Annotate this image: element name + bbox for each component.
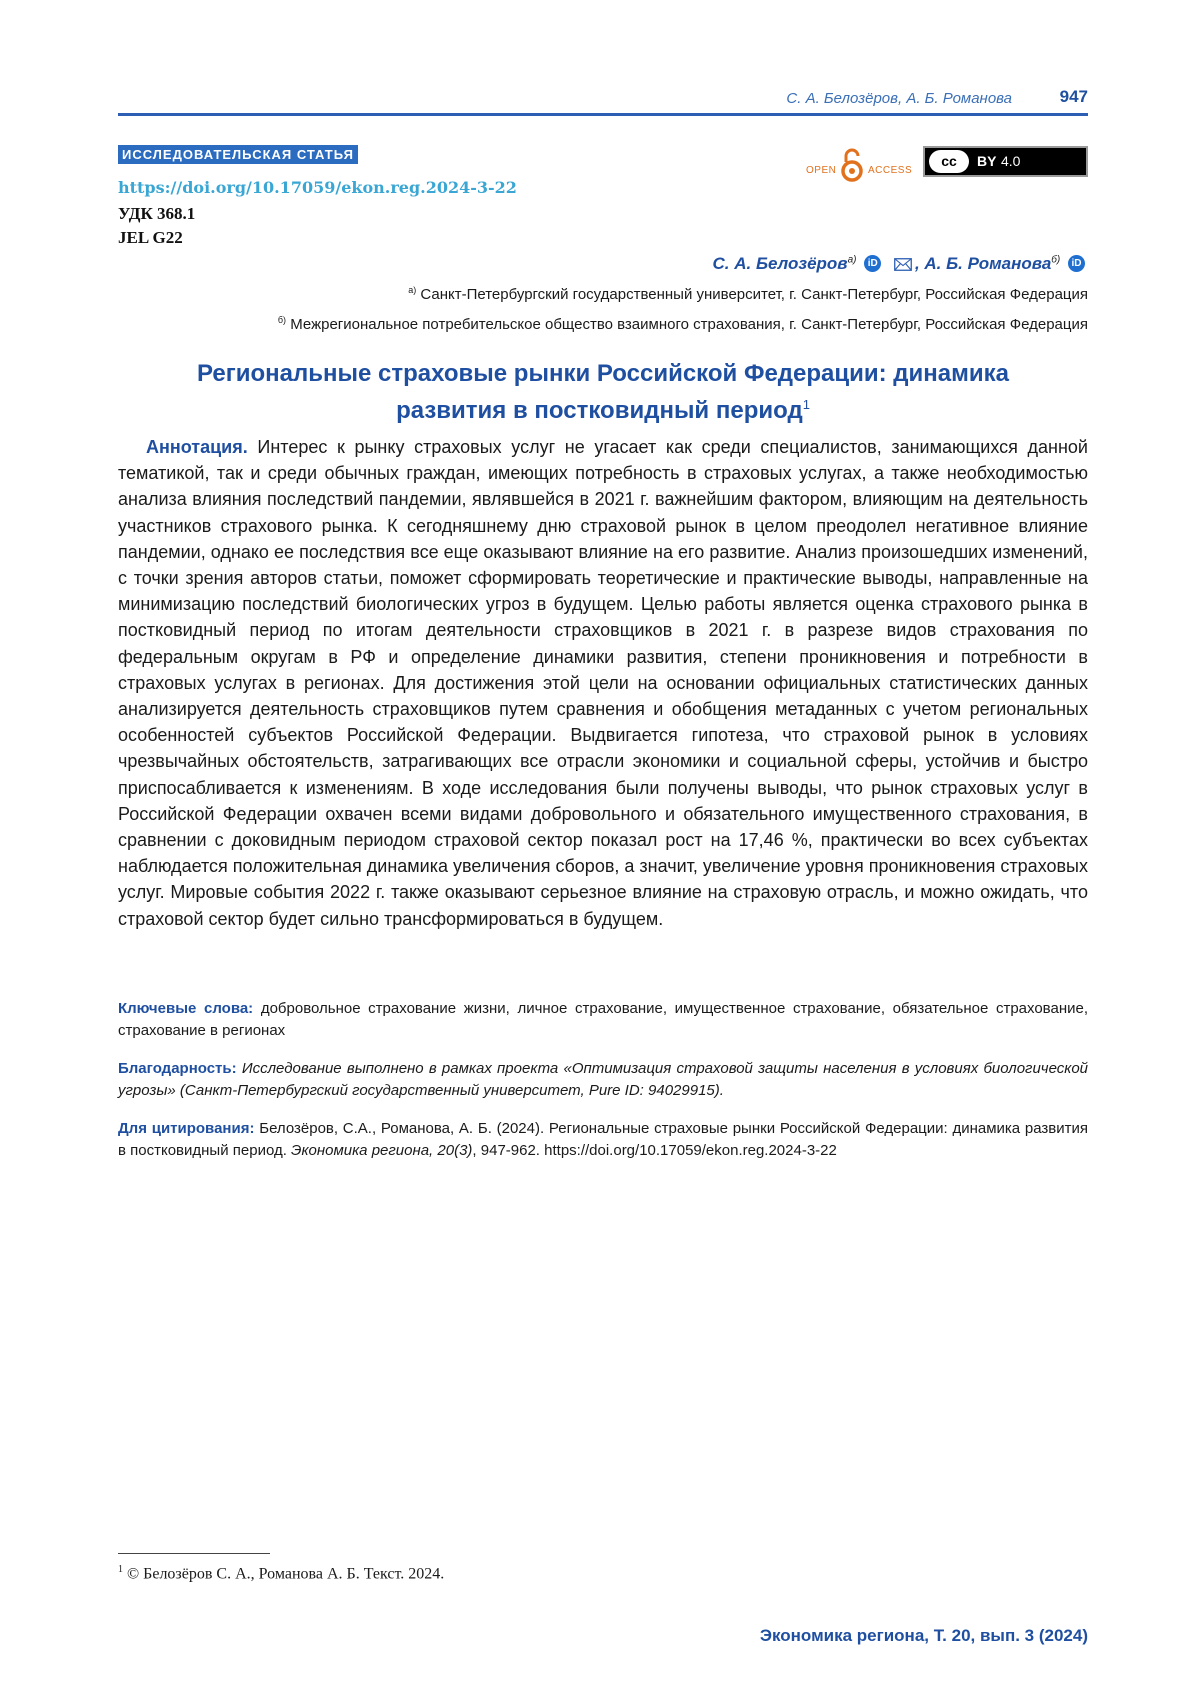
author-name: С. А. Белозёров [712,254,848,273]
citation-pages-doi[interactable]: , 947-962. https://doi.org/10.17059/ekon.reg.2024-3-22 [472,1142,837,1159]
running-header-authors: С. А. Белозёров, А. Б. Романова [786,90,1012,107]
orcid-icon[interactable]: iD [1068,255,1085,272]
affiliation-text: Санкт-Петербургский государственный университет, г. Санкт-Петербург, Российская Федерация [420,286,1088,303]
footnote [118,1564,444,1583]
author-name: А. Б. Романова [924,254,1052,273]
doi-link[interactable]: https://doi.org/10.17059/ekon.reg.2024-3-22 [118,178,517,197]
title-line-1: Региональные страховые рынки Российской Федерации: динамика [196,360,1009,387]
acknowledgement-text: Исследование выполнено в рамках проекта «Оптимизация страховой защиты населения в условиях биологической угрозы» (Санкт-Петербургский государственный университет, Pure ID: 94029915). [118,1060,1089,1099]
cc-by-license-badge[interactable] [923,146,1088,177]
open-access-open-label: OPEN [806,165,837,176]
abstract-label: Аннотация. [146,437,248,457]
abstract-text: Интерес к рынку страховых услуг не угасает как среди специалистов, занимающихся данной тематикой, так и среди обычных граждан, имеющих потребность в страховых услугах, а также необходимостью анализа влияния последствий пандемии, являвшейся в 2021 г. важнейшим фактором, влияющим на деятельность участников страхового рынка. К сегодняшнему дню страховой рынок в целом преодолел негативное влияние пандемии, однако ее последствия все еще оказывают влияние на его развитие. Анализ произошедших изменений, с точки зрения авторов статьи, поможет сформировать теоретические и практические выводы, направленные на минимизацию последствий биологических угроз в будущем. Целью работы является оценка страхового рынка в постковидный период по итогам деятельности страховщиков в 2021 г. в разрезе видов страхования по федеральным округам в РФ и определение динамики развития, степени проникновения и потребности в страховых услугах в регионах. Для достижения этой цели на основании официальных статистических данных анализируется деятельность страховщиков путем сравнения и обобщения метаданных с учетом региональных особенностей субъектов Российской Федерации. Выдвигается гипотеза, что страховой рынок в условиях чрезвычайных обстоятельств, затрагивающих все отрасли экономики и социальной сферы, устойчив и быстро приспосабливается к изменениям. В ходе исследования были получены выводы, что рынок страховых услуг в Российской Федерации охвачен всеми видами добровольного и обязательного имущественного страхования, в сравнении с доковидным периодом страховой сектор показал рост на 17,46 %, практически во всех субъектах наблюдается положительная динамика увеличения сборов, а значит, увеличение уровня проникновения страховых услуг. Мировые события 2022 г. также оказывают серьезное влияние на страховую отрасль, и можно ожидать, что страховой сектор будет сильно трансформироваться в будущем. [118,437,1088,929]
footnote-text: © Белозёров С. А., Романова А. Б. Текст. 2024. [127,1565,445,1583]
citation-text: Белозёров, С.А., Романова, А. Б. (2024). Региональные страховые рынки Российской Федерации: динамика развития в постковидный период. [118,1120,1088,1159]
article-title [118,358,1088,426]
page-number: 947 [1059,87,1088,106]
keywords [118,998,1088,1042]
article-type-badge: ИССЛЕДОВАТЕЛЬСКАЯ СТАТЬЯ [118,145,358,164]
footnote-rule [118,1553,270,1554]
email-icon[interactable] [894,258,912,271]
affiliation-mark: б) [277,315,287,325]
udk-code: УДК 368.1 [118,204,196,223]
affiliation-mark: а) [847,254,857,266]
acknowledgement-label: Благодарность: [118,1060,237,1077]
citation-journal: Экономика региона, 20(3) [291,1142,473,1159]
jel-code: JEL G22 [118,228,183,247]
open-access-access-label: ACCESS [868,165,913,176]
affiliation [408,285,1088,303]
footnote-mark: 1 [118,1564,123,1575]
license-version: 4.0 [1001,153,1021,169]
license-by: BY [977,153,997,169]
keywords-text: добровольное страхование жизни, личное страхование, имущественное страхование, обязательное страхование, страхование в регионах [118,1000,1088,1039]
citation-label: Для цитирования: [118,1120,255,1137]
affiliation [278,315,1088,333]
affiliation-text: Межрегиональное потребительское общество взаимного страхования, г. Санкт-Петербург, Российская Федерация [290,316,1088,333]
author-separator: , [914,254,925,273]
title-footnote-mark: 1 [802,397,810,412]
running-header [118,86,1088,110]
open-lock-icon [840,148,864,182]
orcid-icon[interactable]: iD [864,255,881,272]
acknowledgement [118,1058,1088,1102]
cc-icon: cc [929,150,969,173]
article-page [118,0,1088,1699]
affiliation-mark: а) [408,285,417,295]
author-list [713,254,1088,274]
citation [118,1118,1088,1162]
journal-footer: Экономика региона, Т. 20, вып. 3 (2024) [759,1626,1088,1645]
abstract [118,434,1088,932]
affiliation-mark: б) [1051,254,1061,266]
keywords-label: Ключевые слова: [118,1000,254,1017]
header-rule [118,113,1088,116]
title-line-2: развития в постковидный период [396,397,803,424]
